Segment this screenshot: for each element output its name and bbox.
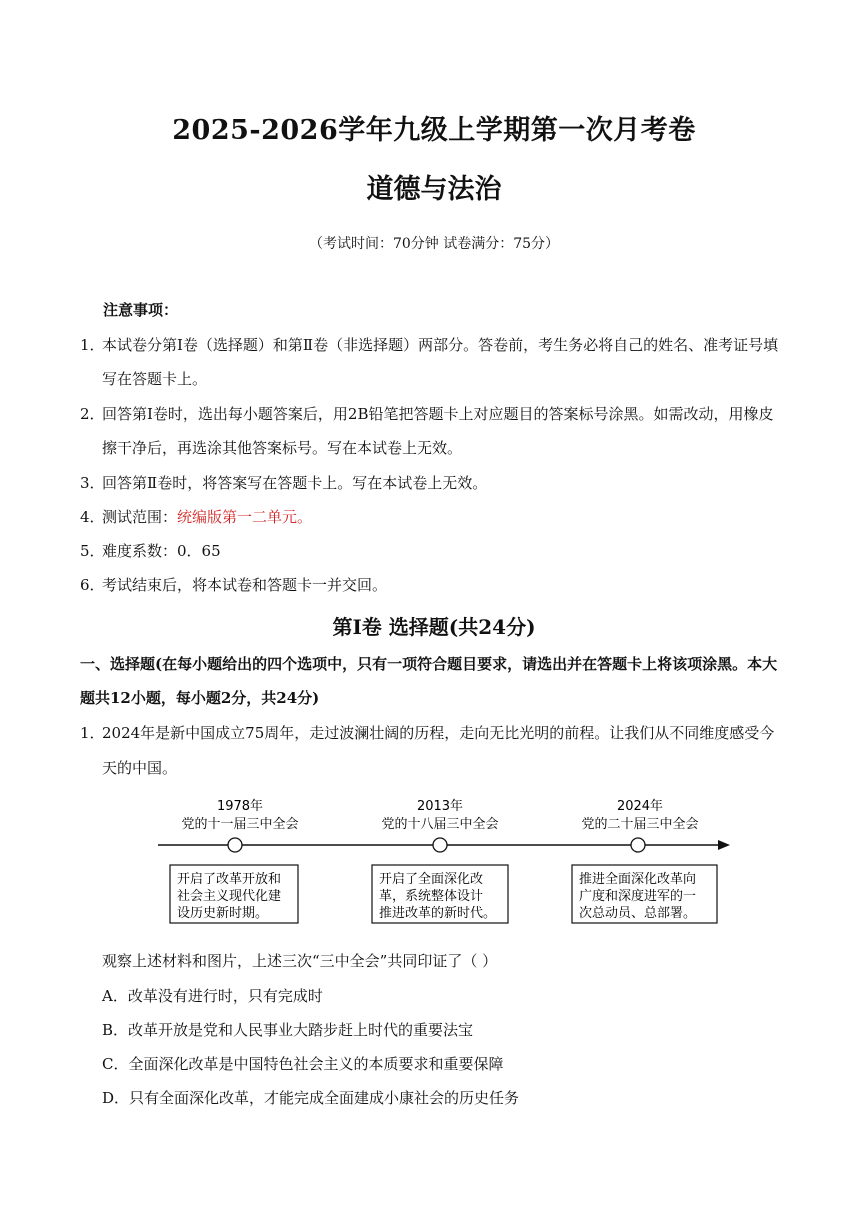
note-item-2 (80, 403, 774, 424)
timeline-desc-line: 设历史新时期。 (177, 906, 269, 921)
note-number: 5． (80, 542, 105, 560)
note-text: 考试结束后，将本试卷和答题卡一并交回。 (102, 576, 388, 594)
note-text: 本试卷分第Ⅰ卷（选择题）和第Ⅱ卷（非选择题）两部分。答卷前，考生务必将自己的姓名、准考证号填 (102, 336, 779, 354)
note-text: 难度系数：0．65 (102, 542, 221, 560)
note-item-5 (80, 540, 221, 561)
note-text: 回答第Ⅱ卷时，将答案写在答题卡上。写在本试卷上无效。 (102, 474, 488, 492)
note-item-3 (80, 472, 487, 493)
option-text: 改革开放是党和人民事业大踏步赶上时代的重要法宝 (128, 1021, 474, 1039)
timeline-node-1978 (170, 798, 299, 923)
timeline-node-2013 (372, 798, 508, 923)
timeline-desc-line: 推进改革的新时代。 (379, 906, 497, 921)
note-item-6 (80, 574, 387, 595)
option-text: 只有全面深化改革，才能完成全面建成小康社会的历史任务 (129, 1089, 520, 1107)
note-number: 6． (80, 576, 105, 594)
section-instruction-cont: 题共12小题，每小题2分，共24分) (80, 689, 320, 707)
note-item-1 (80, 334, 778, 355)
section-instruction: 一、选择题(在每小题给出的四个选项中，只有一项符合题目要求，请选出并在答题卡上将该项涂黑。本大 (80, 655, 778, 673)
timeline-desc-line: 次总动员、总部署。 (579, 906, 697, 921)
note-number: 1． (80, 336, 105, 354)
exam-title: 2025-2026学年九级上学期第一次月考卷 (172, 115, 696, 146)
timeline-figure (150, 790, 740, 935)
timeline-marker (631, 838, 645, 852)
option-text: 全面深化改革是中国特色社会主义的本质要求和重要保障 (128, 1055, 504, 1073)
note-text: 回答第Ⅰ卷时，选出每小题答案后，用2B铅笔把答题卡上对应题目的答案标号涂黑。如需改动，用橡皮 (102, 405, 774, 423)
notes-heading: 注意事项： (103, 301, 179, 319)
timeline-year: 1978年 (216, 799, 264, 814)
timeline-desc-line: 开启了改革开放和 (177, 872, 282, 887)
test-scope-highlight: 统编版第一二单元。 (177, 508, 313, 526)
timeline-event: 党的二十届三中全会 (581, 817, 699, 832)
question-1-stem-cont: 天的中国。 (102, 759, 178, 777)
timeline-event: 党的十一届三中全会 (181, 817, 299, 832)
note-text: 测试范围： (102, 508, 178, 526)
timeline-marker (228, 838, 242, 852)
option-text: 改革没有进行时，只有完成时 (127, 987, 323, 1005)
option-label: A． (102, 987, 128, 1005)
option-label: B． (102, 1021, 129, 1039)
option-c[interactable] (102, 1053, 504, 1074)
question-text: 2024年是新中国成立75周年，走过波澜壮阔的历程，走向无比光明的前程。让我们从不同维度感受今 (102, 724, 775, 742)
note-number: 2． (80, 405, 105, 423)
timeline-desc-line: 开启了全面深化改 (379, 872, 484, 887)
timeline-year: 2013年 (416, 799, 464, 814)
timeline-node-2024 (572, 798, 717, 923)
question-1-stem (80, 722, 774, 743)
timeline-year: 2024年 (616, 799, 664, 814)
subject-title: 道德与法治 (366, 174, 502, 205)
timeline-desc-line: 推进全面深化改革向 (579, 872, 697, 887)
question-number: 1． (80, 724, 105, 742)
timeline-desc-line: 社会主义现代化建 (177, 889, 282, 904)
note-item-4 (80, 506, 312, 527)
timeline-arrow-icon (718, 840, 730, 850)
option-d[interactable] (102, 1087, 519, 1108)
timeline-desc-line: 革，系统整体设计 (379, 889, 484, 904)
option-a[interactable] (102, 985, 323, 1006)
timeline-event: 党的十八届三中全会 (381, 817, 499, 832)
option-label: D． (102, 1089, 130, 1107)
note-item-1-cont: 写在答题卡上。 (102, 370, 208, 388)
option-b[interactable] (102, 1019, 473, 1040)
question-1-prompt: 观察上述材料和图片，上述三次“三中全会”共同印证了（ ） (102, 952, 498, 970)
note-item-2-cont: 擦干净后，再选涂其他答案标号。写在本试卷上无效。 (102, 439, 463, 457)
timeline-marker (433, 838, 447, 852)
section-title: 第Ⅰ卷 选择题(共24分) (332, 615, 536, 639)
note-number: 4． (80, 508, 105, 526)
option-label: C． (102, 1055, 129, 1073)
exam-info: （考试时间：70分钟 试卷满分：75分） (308, 236, 560, 252)
timeline-desc-line: 广度和深度进军的一 (579, 889, 697, 904)
note-number: 3． (80, 474, 105, 492)
